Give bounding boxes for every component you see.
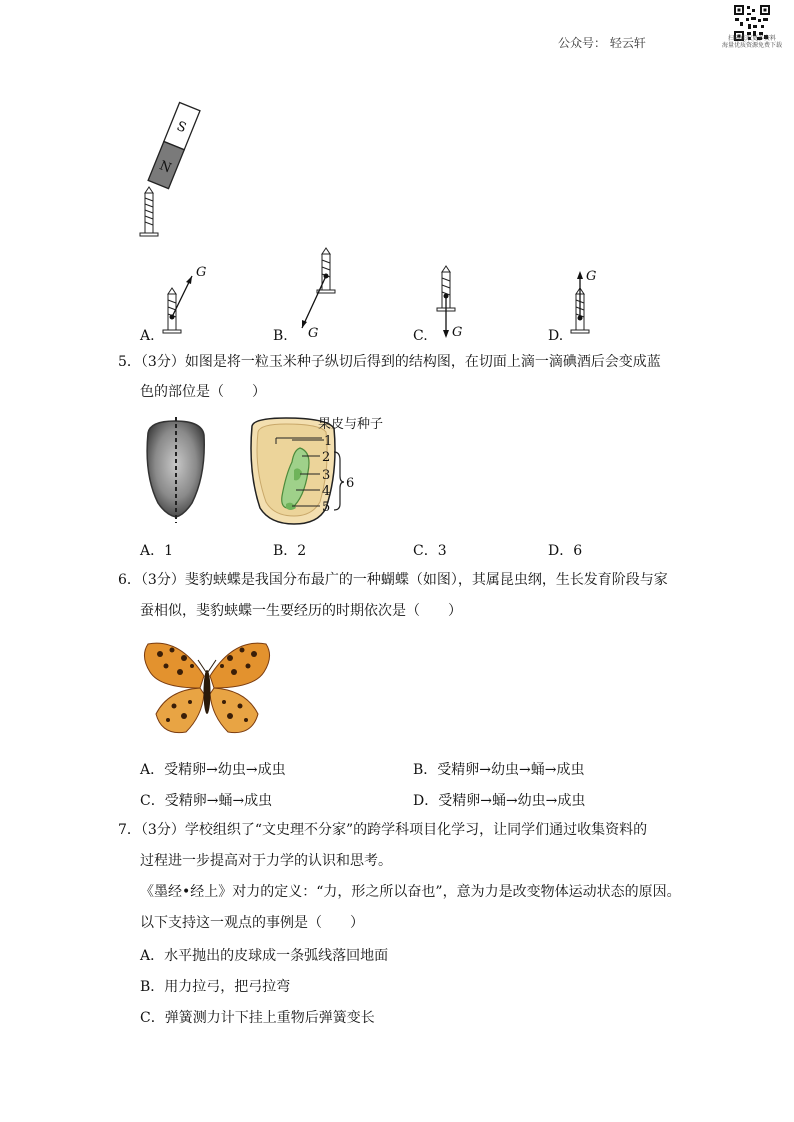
label-1: 1 xyxy=(324,434,333,449)
q6-option-d[interactable]: D．受精卵→蛹→幼虫→成虫 xyxy=(413,793,586,809)
corn-seed-photo xyxy=(140,415,210,525)
option-a-force-label: G xyxy=(196,265,207,280)
option-d-letter[interactable]: D. xyxy=(548,328,564,344)
q5-option-b[interactable]: B．2 xyxy=(273,543,307,559)
q7-option-b[interactable]: B．用力拉弓，把弓拉弯 xyxy=(140,979,291,995)
q5-option-c[interactable]: C．3 xyxy=(413,543,447,559)
label-4: 4 xyxy=(322,484,331,499)
q7-stem-line3: 《墨经•经上》对力的定义：“力，形之所以奋也”，意为力是改变物体运动状态的原因。 xyxy=(140,884,681,900)
label-6: 6 xyxy=(346,476,355,491)
magnet-nail-figure xyxy=(128,98,218,243)
q7-stem-line2: 过程进一步提高对于力学的认识和思考。 xyxy=(140,853,392,869)
q5-option-a[interactable]: A．1 xyxy=(140,543,174,559)
option-b-force-label: G xyxy=(308,326,319,341)
q7-option-c[interactable]: C．弹簧测力计下挂上重物后弹簧变长 xyxy=(140,1010,375,1026)
option-b-letter[interactable]: B. xyxy=(273,328,288,344)
q6-option-c[interactable]: C．受精卵→蛹→成虫 xyxy=(140,793,273,809)
corn-seed-diagram xyxy=(246,412,396,532)
q5-stem-line2: 色的部位是（ ） xyxy=(140,384,266,400)
option-d-figure xyxy=(562,262,622,342)
q6-option-a[interactable]: A．受精卵→幼虫→成虫 xyxy=(140,762,286,778)
q6-stem-line2: 蚕相似，斐豹蛱蝶一生要经历的时期依次是（ ） xyxy=(140,603,462,619)
q7-stem-line1: 7．（3分）学校组织了“文史理不分家”的跨学科项目化学习，让同学们通过收集资料的 xyxy=(118,822,648,838)
q6-option-b[interactable]: B．受精卵→幼虫→蛹→成虫 xyxy=(413,762,585,778)
option-b-figure xyxy=(290,244,350,344)
label-5: 5 xyxy=(322,500,331,515)
option-a-letter[interactable]: A. xyxy=(140,328,155,344)
q7-option-a[interactable]: A．水平抛出的皮球成一条弧线落回地面 xyxy=(140,948,389,964)
q7-stem-line4: 以下支持这一观点的事例是（ ） xyxy=(140,915,364,931)
nail xyxy=(140,187,158,236)
q5-option-d[interactable]: D．6 xyxy=(548,543,583,559)
butterfly-photo xyxy=(140,636,274,740)
q5-stem-line1: 5．（3分）如图是将一粒玉米种子纵切后得到的结构图，在切面上滴一滴碘酒后会变成蓝 xyxy=(118,354,661,370)
label-pericarp: 果皮与种子 xyxy=(318,417,384,432)
option-c-letter[interactable]: C. xyxy=(413,328,428,344)
label-2: 2 xyxy=(322,450,331,465)
option-c-figure xyxy=(428,260,488,350)
option-d-force-label: G xyxy=(586,269,597,284)
option-a-figure xyxy=(156,262,216,342)
qr-caption-1: 扫码获取更多资料 xyxy=(727,35,776,42)
magnet-n-label: N xyxy=(157,158,174,177)
option-c-force-label: G xyxy=(452,325,463,340)
magnet-s-label: S xyxy=(174,118,189,137)
header-account: 公众号： 轻云轩 xyxy=(558,36,646,50)
qr-caption-2: 海量优质资源免费下载 xyxy=(722,42,783,49)
label-3: 3 xyxy=(322,468,331,483)
q6-stem-line1: 6．（3分）斐豹蛱蝶是我国分布最广的一种蝴蝶（如图），其属昆虫纲，生长发育阶段与家 xyxy=(118,572,668,588)
